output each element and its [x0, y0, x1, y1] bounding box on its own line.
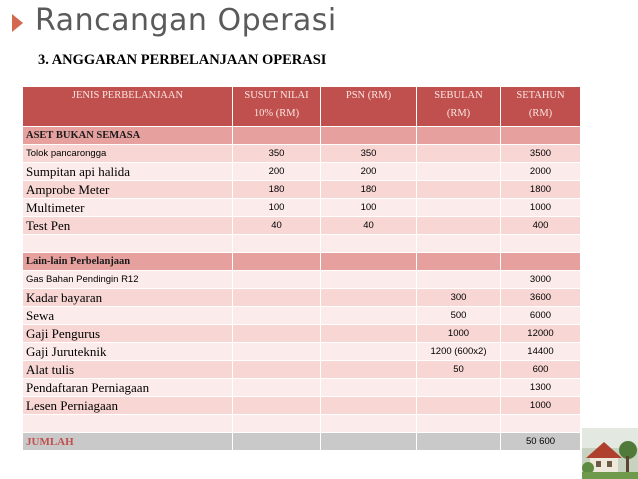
item-name: Sumpitan api halida: [23, 163, 233, 181]
table-row: [23, 271, 581, 289]
table-row: [23, 199, 581, 217]
item-yearly: 1300: [501, 379, 581, 397]
item-monthly: [417, 379, 501, 397]
item-name: Gaji Juruteknik: [23, 343, 233, 361]
header-psn: PSN (RM): [321, 87, 417, 127]
table-row: [23, 145, 581, 163]
table-row: [23, 289, 581, 307]
item-monthly: [417, 397, 501, 415]
item-yearly: 1800: [501, 181, 581, 199]
item-name: Gaji Pengurus: [23, 325, 233, 343]
title-bullet-icon: [12, 14, 23, 32]
item-monthly: [417, 145, 501, 163]
total-row: [23, 433, 581, 451]
item-psn: 200: [321, 163, 417, 181]
section-row-other: [23, 253, 581, 271]
item-depreciation: 100: [233, 199, 321, 217]
slide-title: Rancangan Operasi: [35, 3, 337, 38]
table-header-row: [23, 87, 581, 127]
table-row: [23, 343, 581, 361]
item-monthly: [417, 163, 501, 181]
item-yearly: 3600: [501, 289, 581, 307]
table-row: [23, 325, 581, 343]
item-monthly: 1200 (600x2): [417, 343, 501, 361]
item-psn: [321, 379, 417, 397]
item-monthly: [417, 271, 501, 289]
item-depreciation: [233, 379, 321, 397]
item-yearly: 6000: [501, 307, 581, 325]
item-name: Gas Bahan Pendingin R12: [23, 271, 233, 289]
item-monthly: 300: [417, 289, 501, 307]
item-yearly: 2000: [501, 163, 581, 181]
item-monthly: 50: [417, 361, 501, 379]
table-row: [23, 163, 581, 181]
item-depreciation: [233, 325, 321, 343]
table-row: [23, 181, 581, 199]
item-name: Lesen Perniagaan: [23, 397, 233, 415]
item-psn: 100: [321, 199, 417, 217]
table-row: [23, 361, 581, 379]
header-item: JENIS PERBELANJAAN: [23, 87, 233, 127]
item-yearly: 14400: [501, 343, 581, 361]
item-name: Kadar bayaran: [23, 289, 233, 307]
total-label: JUMLAH: [23, 433, 233, 451]
item-psn: [321, 397, 417, 415]
item-yearly: 3000: [501, 271, 581, 289]
slide-subtitle: 3. ANGGARAN PERBELANJAAN OPERASI: [38, 52, 327, 68]
item-depreciation: [233, 307, 321, 325]
item-depreciation: [233, 271, 321, 289]
item-name: Alat tulis: [23, 361, 233, 379]
section-label: Lain-lain Perbelanjaan: [23, 253, 233, 271]
item-yearly: 400: [501, 217, 581, 235]
table-row: [23, 397, 581, 415]
section-row-assets: [23, 127, 581, 145]
header-depreciation: SUSUT NILAI 10% (RM): [233, 87, 321, 127]
item-depreciation: [233, 361, 321, 379]
header-yearly: SETAHUN (RM): [501, 87, 581, 127]
item-depreciation: [233, 343, 321, 361]
item-yearly: 3500: [501, 145, 581, 163]
item-psn: 180: [321, 181, 417, 199]
item-psn: [321, 307, 417, 325]
item-name: Tolok pancarongga: [23, 145, 233, 163]
item-yearly: 1000: [501, 199, 581, 217]
item-psn: [321, 325, 417, 343]
item-monthly: [417, 181, 501, 199]
item-psn: [321, 271, 417, 289]
item-psn: [321, 289, 417, 307]
item-monthly: 1000: [417, 325, 501, 343]
table-row: [23, 379, 581, 397]
item-monthly: 500: [417, 307, 501, 325]
blank-row: [23, 235, 581, 253]
item-depreciation: 350: [233, 145, 321, 163]
item-yearly: 12000: [501, 325, 581, 343]
item-monthly: [417, 217, 501, 235]
item-name: Amprobe Meter: [23, 181, 233, 199]
budget-table: [22, 86, 581, 451]
blank-row: [23, 415, 581, 433]
item-depreciation: 40: [233, 217, 321, 235]
item-psn: [321, 361, 417, 379]
item-yearly: 1000: [501, 397, 581, 415]
item-name: Multimeter: [23, 199, 233, 217]
item-monthly: [417, 199, 501, 217]
total-value: 50 600: [501, 433, 581, 451]
section-label: ASET BUKAN SEMASA: [23, 127, 233, 145]
item-depreciation: 200: [233, 163, 321, 181]
item-psn: [321, 343, 417, 361]
decorative-photo: [582, 428, 638, 479]
item-name: Test Pen: [23, 217, 233, 235]
item-depreciation: [233, 289, 321, 307]
table-row: [23, 217, 581, 235]
item-name: Pendaftaran Perniagaan: [23, 379, 233, 397]
item-psn: 350: [321, 145, 417, 163]
header-monthly: SEBULAN (RM): [417, 87, 501, 127]
item-name: Sewa: [23, 307, 233, 325]
table-row: [23, 307, 581, 325]
item-psn: 40: [321, 217, 417, 235]
item-yearly: 600: [501, 361, 581, 379]
item-depreciation: 180: [233, 181, 321, 199]
item-depreciation: [233, 397, 321, 415]
